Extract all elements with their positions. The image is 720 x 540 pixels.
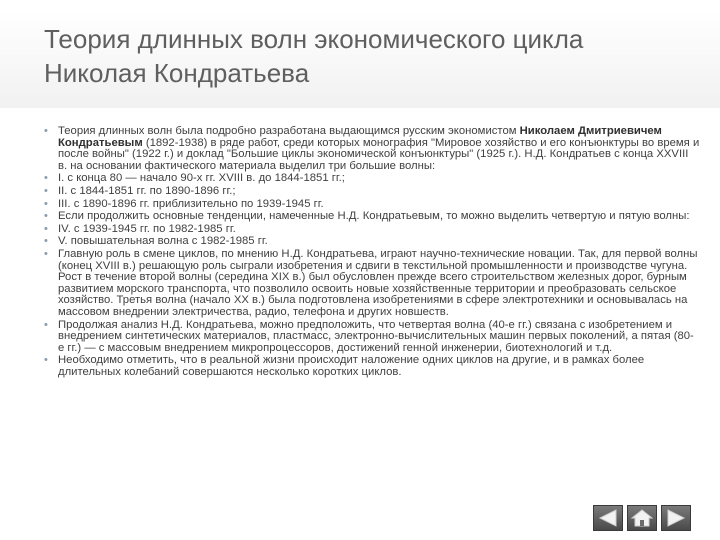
bullet-marker: • bbox=[44, 125, 48, 137]
slide-title bbox=[44, 22, 694, 90]
bullet-item-intro bbox=[44, 126, 700, 172]
next-slide-button[interactable] bbox=[661, 505, 691, 531]
slide-title-line-1: Теория длинных волн экономического цикла bbox=[44, 24, 584, 54]
bullet-marker: • bbox=[44, 318, 48, 331]
bullet-marker: • bbox=[44, 222, 48, 235]
bullet-text: I. с конца 80 — начало 90-х гг. XVIII в. до 1844-1851 гг.; bbox=[58, 172, 345, 185]
previous-slide-button[interactable] bbox=[593, 505, 623, 531]
bullet-item-continuation bbox=[44, 211, 700, 223]
bullet-item-wave-2 bbox=[44, 186, 700, 198]
bullet-item-conclusion bbox=[44, 355, 700, 378]
bullet-text: II. с 1844-1851 гг. по 1890-1896 гг.; bbox=[58, 184, 236, 197]
bullet-text: Главную роль в смене циклов, по мнению Н.Д. Кондратьева, играют научно-технические новации. Так, для первой волны (конец XVIII в.) решающую роль сыграли изобретения и сдвиги в текстильной промышленности и производстве чугуна. Рост в течение второй волны (середина XIX в.) был обусловлен прежде всего строительством железных дорог, бурным развитием морского транспорта, что позволило освоить новые хозяйственные территории и преобразовать сельское хозяйство. Третья волна (начало XX в.) была подготовлена изобретениями в сфере электротехники и основывалась на массовом внедрении электричества, радио, телефона и других новшеств. bbox=[58, 247, 698, 318]
bullet-text-continued: (1892-1938) в ряде работ, среди которых монография "Мировое хозяйство и его конъюнктуры во время и после войны" (1922 г.) и доклад "Большие циклы экономической конъюнктуры" (1925 г.). Н.Д. Кондратьев с конца XXVIII в. на основании фактического материала выделил три большие волны: bbox=[58, 136, 700, 172]
bullet-text: III. с 1890-1896 гг. приблизительно по 1939-1945 гг. bbox=[58, 197, 324, 210]
slide-title-line-2: Николая Кондратьева bbox=[44, 58, 310, 88]
bullet-text: Теория длинных волн была подробно разработана выдающимся русским экономистом bbox=[58, 125, 520, 137]
bullet-marker: • bbox=[44, 210, 48, 223]
bullet-text: Если продолжить основные тенденции, намеченные Н.Д. Кондратьевым, то можно выделить четвертую и пятую волны: bbox=[58, 210, 690, 223]
bullet-text: Необходимо отметить, что в реальной жизни происходит наложение одних циклов на другие, и в рамках более длительных колебаний совершаются несколько коротких циклов. bbox=[58, 354, 645, 378]
bullet-item-wave-5 bbox=[44, 236, 700, 248]
home-button[interactable] bbox=[627, 505, 657, 531]
slide-navigation bbox=[593, 505, 693, 531]
bullet-item-innovations bbox=[44, 249, 700, 319]
bullet-marker: • bbox=[44, 235, 48, 248]
bullet-text: Продолжая анализ Н.Д. Кондратьева, можно предположить, что четвертая волна (40-е гг.) связана с изобретением и внедрением синтетических материалов, пластмасс, электронно-вычислительных машин первых поколений, а пятая (80-е гг.) — с массовым внедрением микропроцессоров, достижений генной инженерии, биотехнологий и т.д. bbox=[58, 318, 694, 354]
bullet-bold-name: Николаем Дмитриевичем Кондратьевым bbox=[58, 125, 662, 149]
bullet-marker: • bbox=[44, 197, 48, 210]
bullet-marker: • bbox=[44, 184, 48, 197]
arrow-left-icon bbox=[598, 509, 618, 527]
bullet-list bbox=[44, 126, 700, 378]
bullet-text: IV. с 1939-1945 гг. по 1982-1985 гг. bbox=[58, 222, 236, 235]
bullet-marker: • bbox=[44, 354, 48, 367]
bullet-item-analysis bbox=[44, 320, 700, 355]
home-icon bbox=[631, 508, 653, 528]
bullet-marker: • bbox=[44, 247, 48, 260]
bullet-item-wave-4 bbox=[44, 224, 700, 236]
slide-body bbox=[44, 126, 700, 379]
bullet-marker: • bbox=[44, 172, 48, 185]
bullet-text: V. повышательная волна с 1982-1985 гг. bbox=[58, 235, 268, 248]
bullet-item-wave-3 bbox=[44, 199, 700, 211]
arrow-right-icon bbox=[666, 509, 686, 527]
bullet-item-wave-1 bbox=[44, 173, 700, 185]
